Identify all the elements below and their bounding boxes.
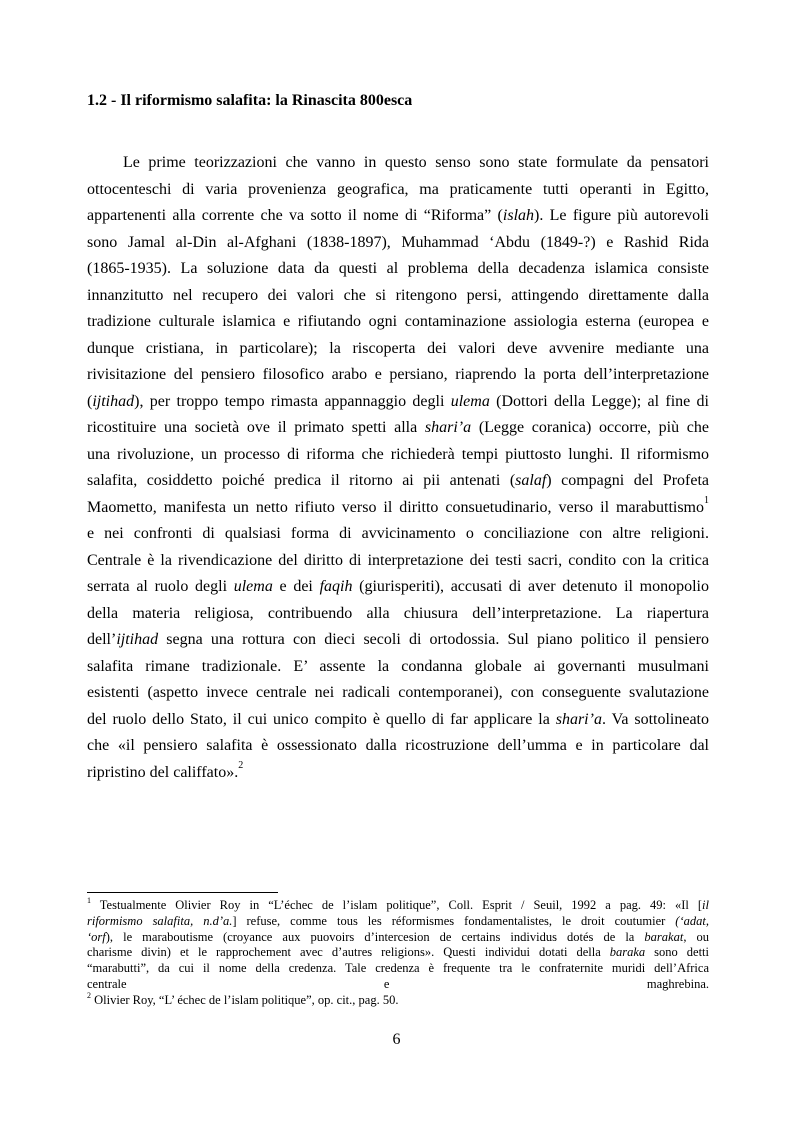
body-paragraph (87, 150, 709, 786)
italic-term: il (702, 898, 709, 912)
italic-term: ijtihad (116, 631, 159, 648)
text-run: ) compagni del Profeta (546, 472, 710, 489)
text-run: Le prime teorizzazioni che vanno in questo senso sono state formulate da pensatori (123, 154, 709, 171)
body_lines-line (87, 177, 709, 204)
footnotes (87, 895, 710, 1009)
footnote-marker: 2 (87, 990, 91, 1000)
text-run: Maometto, manifesta un netto rifiuto verso il diritto consuetudinario, verso il marabuttismo (87, 498, 704, 516)
text-run: ( (87, 392, 93, 410)
italic-term: ulema (450, 392, 490, 410)
text-run: dell’ (87, 631, 117, 648)
text-run: tradizione culturale islamica e rifiutando ogni contaminazione assiologia esterna (europea e (87, 313, 709, 330)
italic-term: riformismo salafita, n.d’a. (87, 913, 233, 928)
italic-term: shari’a (424, 419, 472, 436)
text-run: Centrale è la rivendicazione del diritto di interpretazione dei testi sacri, condito con la critica (87, 551, 709, 569)
text-run: . Va sottolineato (601, 710, 710, 728)
body_lines-line (87, 495, 709, 522)
text-run: ripristino del califfato». (87, 763, 239, 781)
text-run: (Legge coranica) occorre, più che (471, 419, 710, 436)
body_lines-line (87, 548, 709, 575)
text-run: appartenenti alla corrente che va sotto il nome di “Riforma” ( (87, 207, 503, 224)
italic-term: ‘orf (87, 929, 106, 944)
text-run: del ruolo dello Stato, il cui unico compito è quello di far applicare la (87, 710, 556, 728)
text-run: ), le maraboutisme (croyance aux puovoirs d’intercesion de certains individus dotés de la (105, 929, 645, 944)
body_lines-line (87, 362, 709, 389)
text-run: Testualmente Olivier Roy in “L’échec de l’islam politique”, Coll. Esprit / Seuil, 1992 a pag. 49: «Il [ (91, 898, 703, 912)
footnote_lines-line (87, 977, 709, 993)
footnote-marker: 2 (238, 760, 244, 772)
body_lines-line (87, 627, 709, 654)
text-run: (Dottori della Legge); al fine di (489, 392, 710, 410)
text-run: salafita rimane tradizionale. E’ assente la condanna globale ai governanti musulmani (87, 657, 709, 675)
section-heading: 1.2 - Il riformismo salafita: la Rinascita 800esca (87, 92, 413, 109)
footnote_lines-line (87, 914, 709, 930)
body_lines-line (87, 415, 709, 442)
text-run: e dei (272, 578, 320, 595)
italic-term: baraka (609, 945, 646, 960)
text-run: rivisitazione del pensiero filosofico arabo e persiano, riaprendo la porta dell’interpretazione (87, 366, 709, 383)
body_lines-line (87, 707, 709, 734)
italic-term: islah (502, 207, 535, 224)
italic-term: (‘adat, (675, 913, 709, 928)
footnote_lines-line (87, 895, 709, 914)
footnote_lines-line (87, 945, 709, 961)
footnote-marker: 1 (87, 895, 91, 905)
italic-term: salaf (515, 472, 547, 489)
text-run: salafita, cosiddetto poiché predica il ritorno ai pii antenati ( (87, 472, 516, 489)
body_lines-line (87, 601, 709, 628)
text-run: charisme divin) et le rapprochement avec d’autres religions». Questi individui dotati della (87, 945, 610, 960)
text-run: sono detti (645, 945, 709, 960)
text-run: innanzitutto nel recupero dei valori che si ritengono persi, attingendo direttamente dalla (87, 286, 709, 304)
footnote_lines-line (87, 930, 709, 946)
text-run: (giurisperiti), accusati di aver detenuto il monopolio (352, 578, 709, 595)
text-run: ). Le figure più autorevoli (534, 207, 709, 224)
text-run: ), per troppo tempo rimasta appannaggio degli (134, 392, 451, 410)
text-run: della materia religiosa, contribuendo alla chiusura dell’interpretazione. La riapertura (87, 604, 709, 622)
body_lines-line (87, 654, 709, 681)
body_lines-line (87, 256, 709, 283)
italic-term: shari’a (555, 710, 602, 728)
italic-term: ulema (233, 578, 273, 595)
body_lines-line (87, 574, 709, 601)
body_lines-line (87, 336, 709, 363)
body_lines-line (87, 733, 709, 760)
body_lines-line (87, 203, 709, 230)
text-run: sono Jamal al-Din al-Afghani (1838-1897), Muhammad ‘Abdu (1849-?) e Rashid Rida (87, 233, 709, 251)
footnote_lines-line (87, 990, 709, 1009)
body_lines-line (87, 468, 709, 495)
text-run: ] refuse, comme tous les réformismes fondamentalistes, le droit coutumier (232, 913, 676, 928)
text-run: una rivoluzione, un processo di riforma che richiederà tempi piuttosto lunghi. Il riformismo (87, 445, 709, 463)
body_lines-line (87, 283, 709, 310)
text-run: segna una rottura con dieci secoli di ortodossia. Sul piano politico il pensiero (158, 631, 709, 648)
italic-term: faqih (319, 578, 353, 595)
text-run: ottocenteschi di varia provenienza geografica, ma praticamente tutti operanti in Egitto, (87, 180, 709, 198)
body_lines-line (87, 442, 709, 469)
footnote-marker: 1 (704, 495, 709, 507)
body_lines-line (87, 230, 709, 257)
body_lines-line (87, 150, 709, 177)
page-number: 6 (392, 1031, 401, 1048)
italic-term: barakat (644, 929, 684, 944)
text-run: che «il pensiero salafita è ossessionato dalla ricostruzione dell’umma e in particolare dal (87, 737, 709, 754)
text-run: , ou (683, 929, 710, 944)
text-run: centrale e maghrebina. (87, 976, 709, 991)
footnote_lines-line (87, 961, 709, 977)
text-run: serrata al ruolo degli (87, 578, 234, 595)
text-run: ricostituire una società ove il primato spetti alla (87, 419, 425, 436)
body_lines-line (87, 521, 709, 548)
footnote-separator (87, 892, 278, 893)
body_lines-line (87, 680, 709, 707)
text-run: Olivier Roy, “L’ échec de l’islam politique”, op. cit., pag. 50. (91, 992, 399, 1007)
text-run: e nei confronti di qualsiasi forma di avvicinamento o conciliazione con altre religioni. (87, 525, 709, 542)
text-run: dunque cristiana, in particolare); la riscoperta dei valori deve avvenire mediante una (87, 339, 709, 357)
body_lines-line (87, 389, 709, 416)
text-run: “marabutti”, da cui il nome della credenza. Tale credenza è frequente tra le confraternite muridi dell’Africa (87, 961, 709, 976)
body_lines-line (87, 309, 709, 336)
italic-term: ijtihad (92, 392, 135, 410)
text-run: esistenti (aspetto invece centrale nei radicali contemporanei), con conseguente svalutazione (87, 684, 709, 701)
body_lines-line (87, 760, 709, 787)
text-run: (1865-1935). La soluzione data da questi al problema della decadenza islamica consiste (87, 260, 709, 277)
